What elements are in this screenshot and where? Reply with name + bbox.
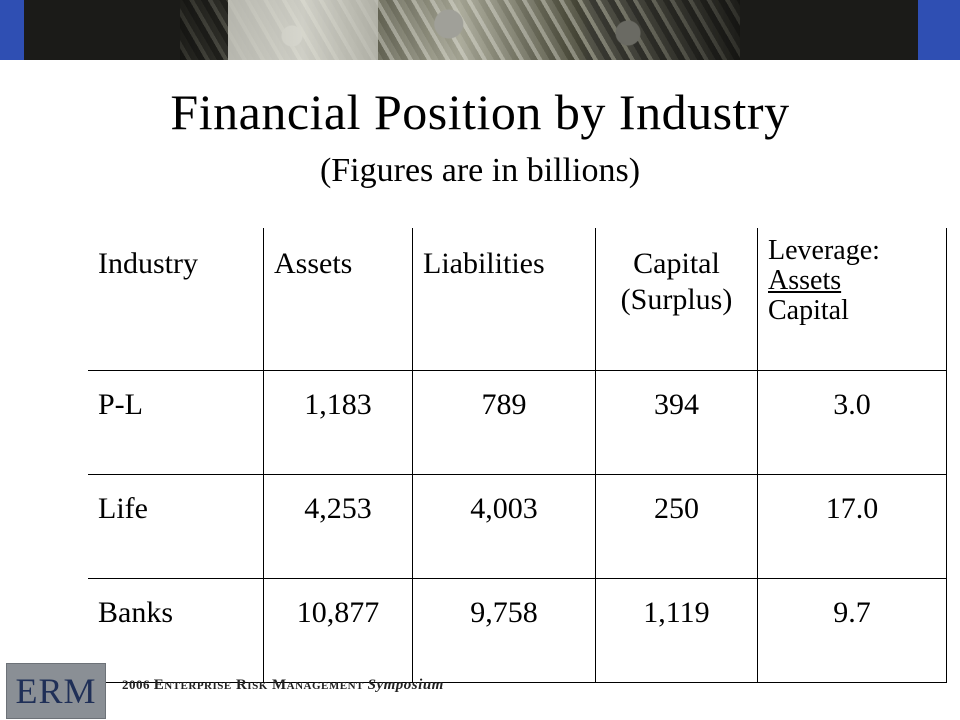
footer-event-suffix: Symposium (367, 677, 444, 693)
footer-event-name: Enterprise Risk Management (153, 677, 364, 693)
slide-title: Financial Position by Industry (170, 84, 790, 140)
cell-capital: 1,119 (596, 579, 758, 683)
header-leverage-label: Leverage: (768, 235, 880, 266)
cell-industry: Banks (88, 579, 264, 683)
slide-subtitle: (Figures are in billions) (319, 152, 641, 189)
header-assets: Assets (264, 228, 413, 371)
header-banner (0, 0, 960, 60)
logo-text: ERM (15, 671, 97, 711)
cell-liabilities: 789 (413, 371, 596, 475)
cell-liabilities: 4,003 (413, 475, 596, 579)
header-leverage-numerator: Assets (768, 265, 842, 296)
cell-leverage: 3.0 (758, 371, 947, 475)
header-leverage (758, 228, 947, 371)
table-header-row (88, 228, 947, 371)
cell-assets: 4,253 (264, 475, 413, 579)
cell-industry: P-L (88, 371, 264, 475)
cell-capital: 250 (596, 475, 758, 579)
header-capital-line2: (Surplus) (620, 283, 733, 316)
cell-leverage: 9.7 (758, 579, 947, 683)
footer (0, 655, 960, 720)
footer-year: 2006 (122, 677, 150, 692)
banner-photo-highlight (228, 0, 378, 60)
cell-capital: 394 (596, 371, 758, 475)
cell-liabilities: 9,758 (413, 579, 596, 683)
erm-logo (6, 663, 106, 719)
header-capital-line1: Capital (633, 247, 720, 280)
financial-position-table (88, 228, 947, 683)
table-row (88, 371, 947, 475)
header-leverage-denominator: Capital (768, 295, 849, 326)
table-row (88, 475, 947, 579)
header-capital (596, 228, 758, 371)
cell-industry: Life (88, 475, 264, 579)
cell-assets: 1,183 (264, 371, 413, 475)
footer-event-title (122, 677, 444, 694)
header-liabilities: Liabilities (413, 228, 596, 371)
header-industry: Industry (88, 228, 264, 371)
cell-leverage: 17.0 (758, 475, 947, 579)
cell-assets: 10,877 (264, 579, 413, 683)
